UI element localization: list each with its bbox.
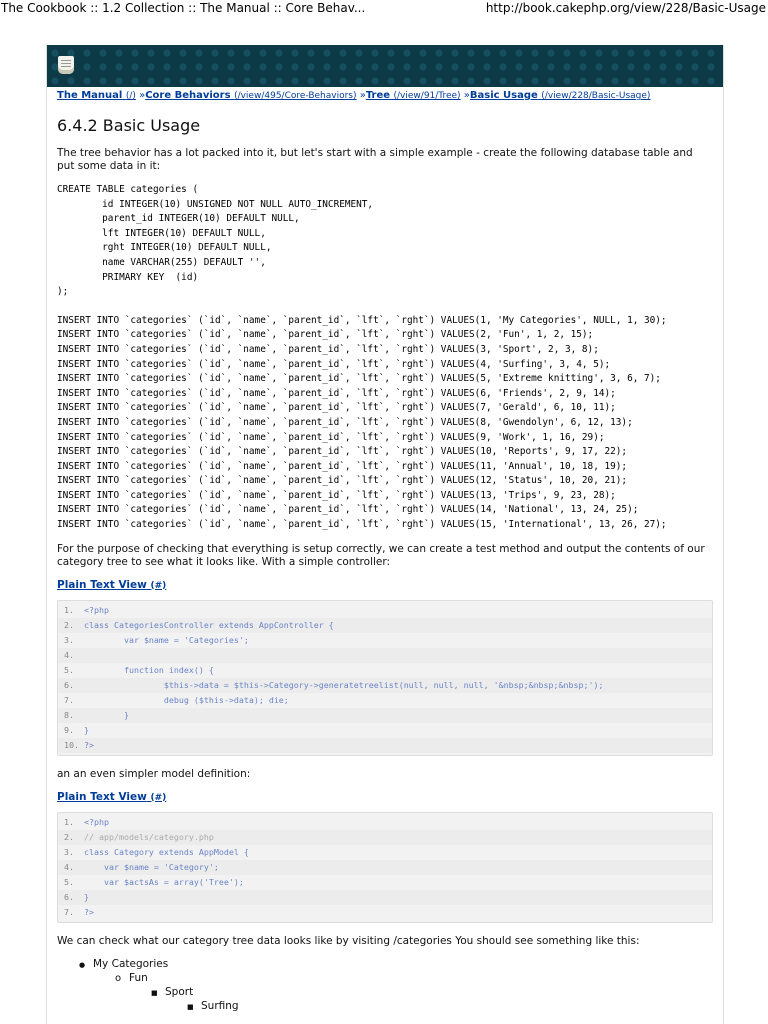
tree-item-label: Surfing: [201, 1000, 239, 1013]
line-number: 3.: [64, 634, 74, 645]
code-line: [58, 723, 712, 738]
code-text: <?php: [84, 816, 109, 827]
tree-item: [57, 972, 713, 986]
plain-text-view-link[interactable]: Plain Text View (#): [57, 578, 167, 591]
code-line: [58, 875, 712, 890]
main-content: [47, 90, 723, 1015]
model-code-block: [57, 812, 713, 923]
line-number: 8.: [64, 709, 74, 720]
model-paragraph: an an even simpler model definition:: [57, 767, 251, 780]
tree-item-label: Sport: [165, 985, 194, 998]
line-number: 4.: [64, 861, 74, 872]
code-text: }: [84, 709, 129, 720]
tree-item: [57, 1000, 713, 1015]
tree-item-label: Fun: [129, 972, 148, 985]
line-number: 2.: [64, 619, 74, 630]
code-text: class Category extends AppModel {: [84, 846, 249, 857]
line-number: 7.: [64, 694, 74, 705]
line-number: 6.: [64, 679, 74, 690]
print-header: [0, 0, 768, 18]
code-text: var $name = 'Categories';: [84, 634, 249, 645]
line-number: 10.: [64, 739, 79, 750]
line-number: 4.: [64, 649, 74, 660]
code-line: [58, 830, 712, 845]
line-number: 3.: [64, 846, 74, 857]
tree-item-label: My Categories: [93, 957, 169, 970]
code-line: [58, 815, 712, 830]
code-line: [58, 633, 712, 648]
code-line: [58, 648, 712, 663]
code-line: [58, 603, 712, 618]
line-number: 5.: [64, 876, 74, 887]
plain-text-view-link[interactable]: Plain Text View (#): [57, 790, 167, 803]
site-banner: [47, 45, 723, 87]
code-line: [58, 678, 712, 693]
controller-paragraph: For the purpose of checking that everything is setup correctly, we can create a test method and output the contents of our category tree to see what it looks like. With a simple controller:: [57, 542, 705, 568]
sql-create-table: CREATE TABLE categories ( id INTEGER(10) UNSIGNED NOT NULL AUTO_INCREMENT, parent_id INTEGER(10) DEFAULT NULL, lft INTEGER(10) DEFAULT NULL, rght INTEGER(10) DEFAULT NULL, name VARCHAR(255) DEFAULT '', PRIMARY KEY (id) );: [57, 184, 374, 298]
breadcrumb-separator: »: [139, 90, 146, 101]
breadcrumb-separator: »: [359, 90, 366, 101]
code-text: <?php: [84, 604, 109, 615]
code-line: [58, 860, 712, 875]
page-title: 6.4.2 Basic Usage: [57, 116, 201, 135]
code-text: }: [84, 724, 89, 735]
code-text: var $actsAs = array('Tree');: [84, 876, 244, 887]
code-line: [58, 905, 712, 920]
code-line: [58, 618, 712, 633]
breadcrumb-core-behaviors[interactable]: Core Behaviors (/view/495/Core-Behaviors): [145, 90, 357, 101]
intro-paragraph: The tree behavior has a lot packed into it, but let's start with a simple example - create the following database table and put some data in it:: [57, 147, 693, 172]
bullet-icon: ●: [79, 960, 86, 969]
code-line: [58, 693, 712, 708]
line-number: 7.: [64, 906, 74, 917]
cakephp-logo-icon[interactable]: [58, 56, 74, 74]
line-number: 6.: [64, 891, 74, 902]
bullet-icon: ■: [151, 988, 158, 997]
category-tree-list: [57, 958, 713, 1015]
code-text: ?>: [84, 906, 94, 917]
bullet-icon: ■: [187, 1003, 194, 1012]
tree-item: [57, 986, 713, 1001]
breadcrumb-separator: »: [463, 90, 470, 101]
line-number: 1.: [64, 604, 74, 615]
code-text: // app/models/category.php: [84, 831, 214, 842]
breadcrumb-basic-usage[interactable]: Basic Usage (/view/228/Basic-Usage): [469, 90, 651, 101]
sql-insert-statements: INSERT INTO `categories` (`id`, `name`, `parent_id`, `lft`, `rght`) VALUES(1, 'My Categories', NULL, 1, 30); INSERT INTO `categories` (`id`, `name`, `parent_id`, `lft`, `rght`) VALUES(2, 'Fun', 1, 2, 15); INSERT INTO `categories` (`id`, `name`, `parent_id`, `lft`, `rght`) VALUES(3, 'Sport', 2, 3, 8); INSERT INTO `categories` (`id`, `name`, `parent_id`, `lft`, `rght`) VALUES(4, 'Surfing', 3, 4, 5); INSERT INTO `categories` (`id`, `name`, `parent_id`, `lft`, `rght`) VALUES(5, 'Extreme knitting', 3, 6, 7); INSERT INTO `categories` (`id`, `name`, `parent_id`, `lft`, `rght`) VALUES(6, 'Friends', 2, 9, 14); INSERT INTO `categories` (`id`, `name`, `parent_id`, `lft`, `rght`) VALUES(7, 'Gerald', 6, 10, 11); INSERT INTO `categories` (`id`, `name`, `parent_id`, `lft`, `rght`) VALUES(8, 'Gwendolyn', 6, 12, 13); INSERT INTO `categories` (`id`, `name`, `parent_id`, `lft`, `rght`) VALUES(9, 'Work', 1, 16, 29); INSERT INTO `categories` (`id`, `name`, `parent_id`, `lft`, `rght`) VALUES(10, 'Reports', 9, 17, 22); INSERT INTO `categories` (`id`, `name`, `parent_id`, `lft`, `rght`) VALUES(11, 'Annual', 10, 18, 19); INSERT INTO `categories` (`id`, `name`, `parent_id`, `lft`, `rght`) VALUES(12, 'Status', 10, 20, 21); INSERT INTO `categories` (`id`, `name`, `parent_id`, `lft`, `rght`) VALUES(13, 'Trips', 9, 23, 28); INSERT INTO `categories` (`id`, `name`, `parent_id`, `lft`, `rght`) VALUES(14, 'National', 13, 24, 25); INSERT INTO `categories` (`id`, `name`, `parent_id`, `lft`, `rght`) VALUES(15, 'International', 13, 26, 27);: [57, 314, 667, 531]
page: [46, 45, 724, 1024]
bullet-icon: o: [115, 973, 122, 985]
code-line: [58, 845, 712, 860]
print-header-url: http://book.cakephp.org/view/228/Basic-Usage: [485, 1, 766, 15]
code-text: }: [84, 891, 89, 902]
code-text: ?>: [84, 739, 94, 750]
code-text: function index() {: [84, 664, 214, 675]
line-number: 2.: [64, 831, 74, 842]
print-header-title: The Cookbook :: 1.2 Collection :: The Manual :: Core Behav...: [1, 1, 366, 15]
code-text: $this->data = $this->Category->generatetreelist(null, null, null, '&nbsp;&nbsp;&nbsp;');: [84, 679, 604, 690]
line-number: 5.: [64, 664, 74, 675]
code-line: [58, 708, 712, 723]
controller-code-block: [57, 600, 713, 756]
breadcrumb-manual[interactable]: The Manual (/): [57, 90, 136, 101]
line-number: 1.: [64, 816, 74, 827]
code-line: [58, 738, 712, 753]
check-paragraph: We can check what our category tree data looks like by visiting /categories You should see something like this:: [57, 934, 640, 947]
line-number: 9.: [64, 724, 74, 735]
code-text: var $name = 'Category';: [84, 861, 219, 872]
code-line: [58, 890, 712, 905]
tree-item: [57, 958, 713, 973]
breadcrumb: [57, 90, 713, 102]
code-text: debug ($this->data); die;: [84, 694, 289, 705]
code-line: [58, 663, 712, 678]
code-text: class CategoriesController extends AppController {: [84, 619, 334, 630]
breadcrumb-tree[interactable]: Tree (/view/91/Tree): [365, 90, 461, 101]
